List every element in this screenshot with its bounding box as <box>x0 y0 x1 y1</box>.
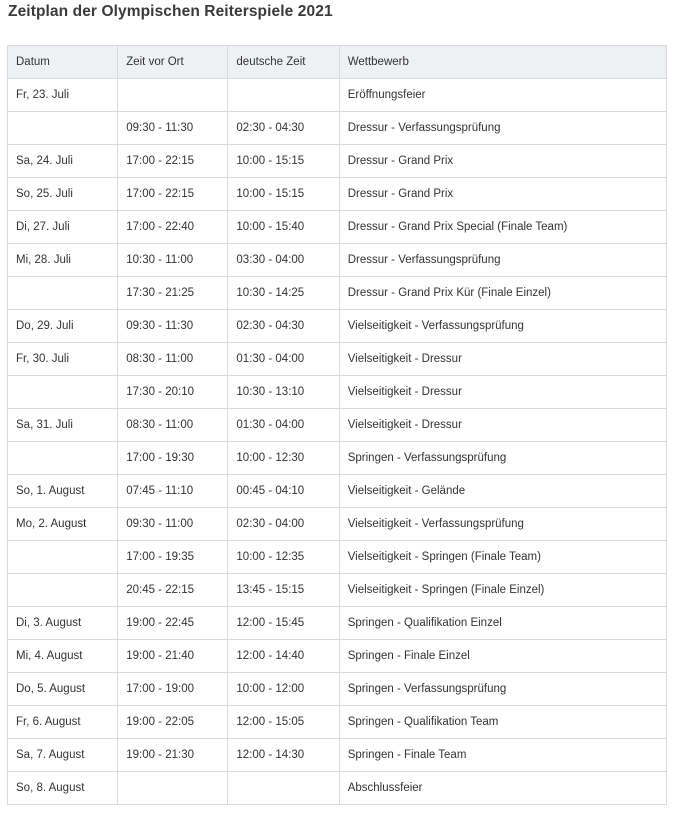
cell-date: Fr, 30. Juli <box>8 343 118 376</box>
table-row <box>8 343 667 376</box>
table-row <box>8 541 667 574</box>
cell-german-time: 10:00 - 15:15 <box>228 178 339 211</box>
cell-date: Di, 27. Juli <box>8 211 118 244</box>
cell-event: Vielseitigkeit - Dressur <box>339 343 666 376</box>
table-row <box>8 409 667 442</box>
cell-german-time: 02:30 - 04:00 <box>228 508 339 541</box>
cell-local-time: 17:00 - 22:15 <box>118 178 228 211</box>
cell-date <box>8 277 118 310</box>
cell-date <box>8 574 118 607</box>
table-row <box>8 244 667 277</box>
cell-german-time: 03:30 - 04:00 <box>228 244 339 277</box>
cell-german-time: 10:30 - 13:10 <box>228 376 339 409</box>
table-row <box>8 574 667 607</box>
cell-date <box>8 376 118 409</box>
table-row <box>8 145 667 178</box>
cell-date: Mo, 2. August <box>8 508 118 541</box>
cell-date: Sa, 24. Juli <box>8 145 118 178</box>
cell-local-time: 17:00 - 22:40 <box>118 211 228 244</box>
table-row <box>8 442 667 475</box>
cell-date: So, 25. Juli <box>8 178 118 211</box>
cell-german-time: 10:00 - 12:30 <box>228 442 339 475</box>
cell-german-time <box>228 772 339 805</box>
cell-local-time: 19:00 - 22:05 <box>118 706 228 739</box>
table-row <box>8 772 667 805</box>
cell-german-time: 10:00 - 12:00 <box>228 673 339 706</box>
table-row <box>8 376 667 409</box>
cell-date: So, 1. August <box>8 475 118 508</box>
cell-german-time: 12:00 - 15:05 <box>228 706 339 739</box>
cell-event: Dressur - Verfassungsprüfung <box>339 112 666 145</box>
table-row <box>8 508 667 541</box>
cell-date: Do, 29. Juli <box>8 310 118 343</box>
cell-event: Dressur - Grand Prix Special (Finale Team) <box>339 211 666 244</box>
cell-event: Springen - Finale Team <box>339 739 666 772</box>
table-row <box>8 310 667 343</box>
cell-event: Vielseitigkeit - Springen (Finale Team) <box>339 541 666 574</box>
cell-german-time: 10:30 - 14:25 <box>228 277 339 310</box>
cell-event: Dressur - Grand Prix <box>339 178 666 211</box>
cell-german-time: 01:30 - 04:00 <box>228 343 339 376</box>
cell-german-time: 00:45 - 04:10 <box>228 475 339 508</box>
cell-local-time: 17:00 - 19:30 <box>118 442 228 475</box>
cell-german-time: 12:00 - 14:40 <box>228 640 339 673</box>
cell-local-time: 20:45 - 22:15 <box>118 574 228 607</box>
table-row <box>8 112 667 145</box>
cell-local-time: 08:30 - 11:00 <box>118 343 228 376</box>
cell-local-time: 10:30 - 11:00 <box>118 244 228 277</box>
cell-german-time <box>228 79 339 112</box>
cell-local-time: 08:30 - 11:00 <box>118 409 228 442</box>
cell-event: Eröffnungsfeier <box>339 79 666 112</box>
cell-local-time: 19:00 - 21:30 <box>118 739 228 772</box>
table-row <box>8 475 667 508</box>
cell-local-time <box>118 79 228 112</box>
header-event: Wettbewerb <box>339 46 666 79</box>
cell-event: Vielseitigkeit - Dressur <box>339 409 666 442</box>
cell-date: Do, 5. August <box>8 673 118 706</box>
cell-event: Dressur - Grand Prix <box>339 145 666 178</box>
cell-date: Fr, 23. Juli <box>8 79 118 112</box>
cell-local-time: 07:45 - 11:10 <box>118 475 228 508</box>
header-german-time: deutsche Zeit <box>228 46 339 79</box>
table-row <box>8 277 667 310</box>
cell-date: Sa, 31. Juli <box>8 409 118 442</box>
cell-event: Dressur - Grand Prix Kür (Finale Einzel) <box>339 277 666 310</box>
cell-local-time: 09:30 - 11:30 <box>118 112 228 145</box>
cell-german-time: 12:00 - 15:45 <box>228 607 339 640</box>
cell-local-time: 09:30 - 11:00 <box>118 508 228 541</box>
header-local-time: Zeit vor Ort <box>118 46 228 79</box>
cell-german-time: 10:00 - 15:40 <box>228 211 339 244</box>
cell-german-time: 12:00 - 14:30 <box>228 739 339 772</box>
cell-german-time: 02:30 - 04:30 <box>228 310 339 343</box>
table-row <box>8 211 667 244</box>
cell-german-time: 10:00 - 12:35 <box>228 541 339 574</box>
cell-event: Vielseitigkeit - Verfassungsprüfung <box>339 310 666 343</box>
cell-event: Vielseitigkeit - Dressur <box>339 376 666 409</box>
cell-date <box>8 442 118 475</box>
cell-local-time <box>118 772 228 805</box>
cell-event: Vielseitigkeit - Gelände <box>339 475 666 508</box>
page-title: Zeitplan der Olympischen Reiterspiele 2021 <box>8 3 333 20</box>
cell-date: Mi, 28. Juli <box>8 244 118 277</box>
cell-date <box>8 112 118 145</box>
table-row <box>8 79 667 112</box>
cell-local-time: 19:00 - 22:45 <box>118 607 228 640</box>
cell-event: Vielseitigkeit - Springen (Finale Einzel) <box>339 574 666 607</box>
cell-local-time: 17:00 - 19:00 <box>118 673 228 706</box>
header-date: Datum <box>8 46 118 79</box>
schedule-table <box>7 45 667 805</box>
cell-german-time: 10:00 - 15:15 <box>228 145 339 178</box>
cell-local-time: 09:30 - 11:30 <box>118 310 228 343</box>
cell-event: Springen - Verfassungsprüfung <box>339 442 666 475</box>
cell-date: Fr, 6. August <box>8 706 118 739</box>
table-row <box>8 673 667 706</box>
table-header-row <box>8 46 667 79</box>
cell-local-time: 17:00 - 22:15 <box>118 145 228 178</box>
schedule-body <box>8 79 667 805</box>
cell-date: Mi, 4. August <box>8 640 118 673</box>
cell-event: Springen - Verfassungsprüfung <box>339 673 666 706</box>
cell-local-time: 19:00 - 21:40 <box>118 640 228 673</box>
table-row <box>8 607 667 640</box>
cell-local-time: 17:00 - 19:35 <box>118 541 228 574</box>
cell-event: Vielseitigkeit - Verfassungsprüfung <box>339 508 666 541</box>
cell-event: Springen - Qualifikation Team <box>339 706 666 739</box>
cell-date <box>8 541 118 574</box>
table-row <box>8 739 667 772</box>
table-row <box>8 178 667 211</box>
cell-event: Abschlussfeier <box>339 772 666 805</box>
table-row <box>8 706 667 739</box>
cell-german-time: 02:30 - 04:30 <box>228 112 339 145</box>
cell-date: Di, 3. August <box>8 607 118 640</box>
cell-event: Springen - Finale Einzel <box>339 640 666 673</box>
cell-local-time: 17:30 - 21:25 <box>118 277 228 310</box>
cell-local-time: 17:30 - 20:10 <box>118 376 228 409</box>
cell-date: So, 8. August <box>8 772 118 805</box>
cell-german-time: 01:30 - 04:00 <box>228 409 339 442</box>
table-row <box>8 640 667 673</box>
cell-date: Sa, 7. August <box>8 739 118 772</box>
cell-event: Dressur - Verfassungsprüfung <box>339 244 666 277</box>
cell-german-time: 13:45 - 15:15 <box>228 574 339 607</box>
cell-event: Springen - Qualifikation Einzel <box>339 607 666 640</box>
